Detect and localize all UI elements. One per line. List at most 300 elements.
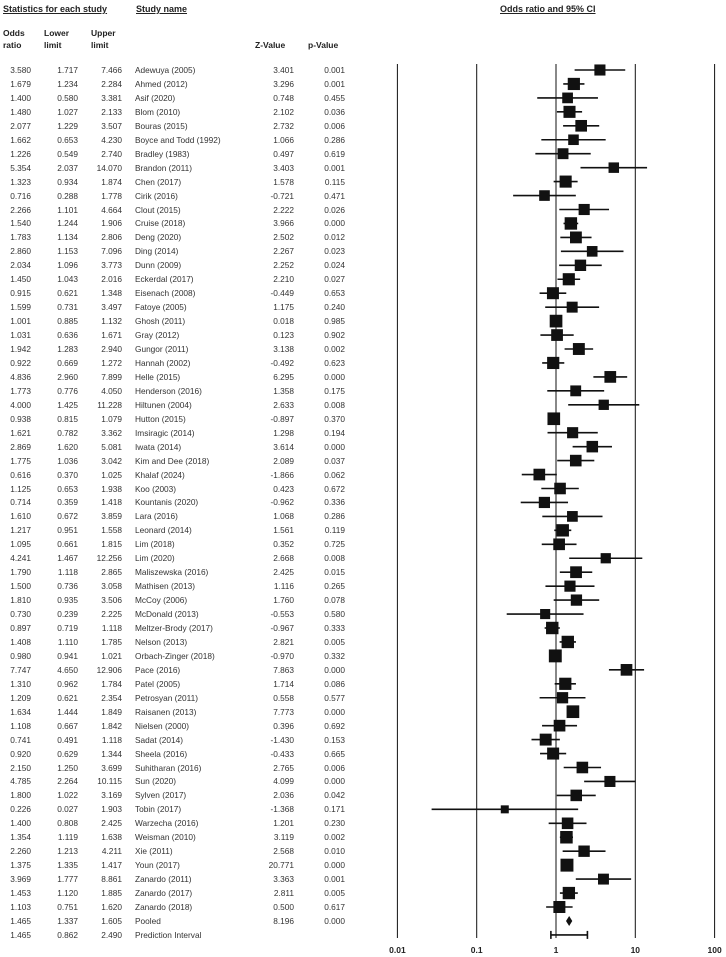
row-z: 1.561 [273, 525, 294, 536]
row-upper: 2.740 [101, 148, 122, 159]
row-z: 0.748 [273, 92, 294, 103]
row-study-name: Lara (2016) [135, 511, 178, 522]
row-p: 0.078 [324, 595, 345, 606]
study-marker [564, 581, 575, 592]
study-marker [558, 148, 569, 159]
row-lower: 0.661 [57, 539, 78, 550]
study-marker [609, 162, 619, 172]
row-p: 0.471 [324, 190, 345, 201]
row-study-name: Lim (2020) [135, 553, 175, 564]
row-study-name: Gray (2012) [135, 330, 180, 341]
study-marker [559, 678, 571, 690]
row-or: 1.810 [10, 595, 31, 606]
row-or: 4.000 [10, 399, 31, 410]
row-p: 0.000 [324, 371, 345, 382]
row-study-name: Zanardo (2011) [135, 874, 192, 885]
row-z: 2.267 [273, 246, 294, 257]
row-p: 0.005 [324, 888, 345, 899]
row-or: 1.500 [10, 581, 31, 592]
row-study-name: Gungor (2011) [135, 344, 189, 354]
row-or: 1.310 [10, 678, 31, 689]
study-marker [553, 538, 565, 550]
row-or: 2.034 [10, 260, 31, 271]
study-name-header: Study name [136, 4, 188, 14]
study-marker [601, 553, 611, 563]
row-study-name: Leonard (2014) [135, 525, 192, 536]
study-marker [539, 497, 550, 508]
row-lower: 2.960 [57, 371, 78, 382]
row-lower: 1.213 [57, 846, 78, 857]
row-upper: 12.906 [96, 664, 122, 675]
study-marker [567, 511, 578, 522]
study-marker [604, 371, 616, 383]
row-lower: 0.808 [57, 818, 78, 829]
study-marker [567, 427, 578, 438]
row-lower: 2.037 [57, 162, 78, 173]
study-marker [567, 302, 578, 313]
row-lower: 1.283 [57, 344, 78, 354]
row-p: 0.001 [324, 874, 345, 885]
row-or: 0.716 [10, 190, 31, 201]
row-or: 0.920 [10, 748, 31, 759]
row-z: 2.502 [273, 232, 294, 243]
row-lower: 1.110 [57, 636, 78, 647]
row-p: 0.008 [324, 553, 345, 564]
row-p: 0.000 [324, 218, 345, 229]
row-upper: 1.671 [101, 330, 122, 341]
row-study-name: Xie (2011) [135, 846, 173, 857]
row-or: 2.266 [10, 204, 31, 215]
row-p: 0.985 [324, 316, 345, 327]
row-p: 0.902 [324, 330, 345, 341]
row-lower: 1.120 [57, 888, 78, 899]
row-p: 0.037 [324, 455, 345, 466]
row-p: 0.002 [324, 832, 345, 843]
row-upper: 3.169 [101, 790, 122, 801]
row-upper: 4.211 [101, 846, 122, 857]
row-z: 3.138 [273, 344, 294, 354]
row-p: 0.000 [324, 860, 345, 871]
row-upper: 3.859 [101, 511, 122, 522]
row-p: 0.577 [324, 692, 345, 703]
row-upper: 4.664 [101, 204, 122, 215]
row-or: 3.580 [10, 65, 31, 75]
row-study-name: Lim (2018) [135, 539, 175, 550]
row-z: -0.553 [270, 609, 294, 620]
study-marker [547, 287, 559, 299]
x-tick-label: 10 [630, 945, 641, 955]
row-study-name: Eisenach (2008) [135, 288, 196, 299]
row-or: 1.125 [10, 483, 31, 494]
row-lower: 0.776 [57, 385, 78, 396]
row-p: 0.010 [324, 846, 345, 857]
row-study-name: Koo (2003) [135, 483, 177, 494]
row-z: 2.036 [273, 790, 294, 801]
row-z: 2.811 [273, 888, 294, 899]
row-upper: 1.906 [101, 218, 122, 229]
row-or: 0.730 [10, 609, 31, 620]
row-study-name: Petrosyan (2011) [135, 692, 199, 703]
row-or: 1.095 [10, 539, 31, 550]
row-lower: 1.153 [57, 246, 78, 257]
row-study-name: Hannah (2002) [135, 357, 191, 368]
row-study-name: McCoy (2006) [135, 595, 188, 606]
study-marker [533, 469, 545, 481]
row-p: 0.000 [324, 706, 345, 717]
row-lower: 1.777 [57, 874, 78, 885]
row-lower: 1.335 [57, 860, 78, 871]
row-z: 3.401 [273, 65, 294, 75]
row-z: -1.866 [270, 469, 294, 480]
study-marker [577, 762, 589, 774]
row-upper: 1.638 [101, 832, 122, 843]
row-study-name: Dunn (2009) [135, 260, 182, 271]
row-study-name: Mathisen (2013) [135, 581, 195, 592]
row-lower: 0.782 [57, 427, 78, 438]
row-z: 1.066 [273, 134, 294, 145]
row-or: 2.077 [10, 120, 31, 131]
study-marker [549, 649, 562, 662]
row-z: 2.102 [273, 106, 294, 117]
row-z: 2.252 [273, 260, 294, 271]
row-upper: 1.272 [101, 357, 122, 368]
study-marker [621, 664, 633, 676]
row-upper: 1.418 [101, 497, 122, 508]
row-or: 0.226 [10, 804, 31, 815]
row-upper: 11.228 [97, 399, 122, 410]
row-study-name: Boyce and Todd (1992) [135, 134, 221, 145]
row-or: 3.969 [10, 874, 31, 885]
study-marker [604, 776, 615, 787]
row-study-name: Hutton (2015) [135, 413, 186, 424]
row-or: 1.621 [10, 427, 31, 438]
row-lower: 1.027 [57, 106, 78, 117]
study-marker [594, 64, 605, 75]
row-study-name: Nielsen (2000) [135, 720, 189, 731]
study-marker [562, 93, 573, 104]
row-study-name: Meltzer-Brody (2017) [135, 623, 213, 633]
row-or: 2.869 [10, 441, 31, 452]
row-lower: 0.719 [57, 623, 78, 633]
row-upper: 4.050 [101, 385, 122, 396]
study-marker [560, 176, 572, 188]
row-lower: 0.239 [57, 609, 78, 620]
study-marker [598, 874, 609, 885]
row-p: 0.370 [324, 413, 345, 424]
row-upper: 1.025 [101, 469, 122, 480]
row-upper: 1.874 [101, 176, 122, 187]
row-lower: 0.549 [57, 148, 78, 159]
row-p: 0.194 [324, 427, 345, 438]
row-or: 1.790 [10, 567, 31, 578]
row-z: 0.500 [273, 902, 294, 912]
row-study-name: Cirik (2016) [135, 190, 178, 201]
row-z: 2.210 [273, 274, 294, 285]
row-p: 0.332 [324, 650, 345, 661]
row-p: 0.000 [324, 441, 345, 452]
row-p: 0.617 [324, 902, 345, 912]
row-z: -1.430 [270, 734, 294, 745]
row-upper: 1.842 [101, 720, 122, 731]
row-p: 0.024 [324, 260, 345, 271]
row-study-name: Sylven (2017) [135, 790, 187, 801]
row-upper: 1.079 [101, 413, 122, 424]
row-or: 1.226 [10, 148, 31, 159]
row-upper: 1.785 [101, 636, 122, 647]
x-tick-label: 0.01 [389, 945, 406, 955]
row-upper: 3.507 [101, 120, 122, 131]
row-or: 1.408 [10, 636, 31, 647]
row-p: 0.286 [324, 511, 345, 522]
row-or: 1.354 [10, 832, 31, 843]
row-upper: 14.070 [96, 162, 122, 173]
row-upper: 2.133 [101, 106, 122, 117]
study-marker [568, 78, 580, 90]
row-z: -0.970 [270, 650, 294, 661]
row-z: 0.018 [273, 316, 294, 327]
row-p: 0.240 [324, 302, 345, 313]
row-upper: 7.466 [101, 65, 122, 75]
row-or: 1.599 [10, 302, 31, 313]
row-p: 0.002 [324, 344, 345, 354]
row-upper: 2.806 [101, 232, 122, 243]
row-p: 0.333 [324, 623, 345, 633]
row-p: 0.000 [324, 776, 345, 787]
row-or: 0.714 [10, 497, 31, 508]
study-marker [501, 805, 509, 813]
row-or: 1.217 [10, 525, 31, 536]
row-study-name: Ghosh (2011) [135, 316, 186, 327]
study-marker [570, 566, 582, 578]
row-upper: 1.815 [101, 539, 122, 550]
row-study-name: Eckerdal (2017) [135, 274, 194, 285]
row-upper: 1.021 [101, 650, 122, 661]
row-or: 4.241 [10, 553, 31, 564]
row-z: 1.578 [273, 176, 294, 187]
row-z: -0.721 [270, 190, 294, 201]
row-p: 0.008 [324, 399, 345, 410]
row-z: 3.966 [273, 218, 294, 229]
lower-limit-header-line2: limit [44, 40, 62, 50]
row-p: 0.026 [324, 204, 345, 215]
row-p: 0.119 [324, 525, 345, 536]
row-or: 1.465 [10, 929, 31, 940]
row-upper: 1.118 [101, 734, 122, 745]
row-lower: 0.491 [57, 734, 78, 745]
row-lower: 0.935 [57, 595, 78, 606]
row-upper: 5.081 [101, 441, 122, 452]
row-p: 0.027 [324, 274, 345, 285]
row-or: 1.679 [10, 78, 31, 89]
row-study-name: Cruise (2018) [135, 218, 186, 229]
row-or: 1.465 [10, 915, 31, 926]
row-p: 0.023 [324, 246, 345, 257]
odds-ratio-header-line2: ratio [3, 40, 22, 50]
study-marker [562, 636, 574, 648]
study-marker [554, 720, 566, 732]
row-z: 2.765 [273, 762, 294, 773]
row-z: 20.771 [268, 860, 294, 871]
row-or: 1.031 [10, 330, 31, 341]
row-z: 1.175 [273, 302, 294, 313]
row-z: 2.633 [273, 399, 294, 410]
row-upper: 1.605 [101, 915, 122, 926]
row-lower: 0.580 [57, 92, 78, 103]
row-lower: 0.941 [57, 650, 78, 661]
row-p: 0.672 [324, 483, 345, 494]
row-or: 1.800 [10, 790, 31, 801]
row-study-name: Orbach-Zinger (2018) [135, 650, 215, 661]
row-upper: 3.773 [101, 260, 122, 271]
row-lower: 1.244 [57, 218, 78, 229]
row-lower: 1.229 [57, 120, 78, 131]
row-z: 0.423 [273, 483, 294, 494]
row-z: 4.099 [273, 776, 294, 787]
row-upper: 2.865 [101, 567, 122, 578]
row-p: 0.000 [324, 664, 345, 675]
row-z: -0.897 [270, 413, 294, 424]
study-marker [570, 455, 582, 467]
study-marker [565, 217, 577, 229]
row-z: -1.368 [270, 804, 294, 815]
study-marker [557, 524, 569, 536]
row-or: 1.209 [10, 692, 31, 703]
row-upper: 7.096 [101, 246, 122, 257]
study-marker [578, 846, 589, 857]
row-lower: 0.751 [57, 902, 78, 912]
row-lower: 0.629 [57, 748, 78, 759]
row-upper: 2.354 [101, 692, 122, 703]
row-lower: 1.134 [57, 232, 78, 243]
row-upper: 2.225 [101, 609, 122, 620]
row-z: 2.425 [273, 567, 294, 578]
row-or: 1.783 [10, 232, 31, 243]
study-marker [570, 790, 582, 802]
study-marker [587, 246, 598, 257]
row-lower: 1.096 [57, 260, 78, 271]
row-upper: 1.118 [101, 623, 122, 633]
row-lower: 1.337 [57, 915, 78, 926]
row-study-name: Sun (2020) [135, 776, 177, 787]
row-or: 2.260 [10, 846, 31, 857]
study-marker [587, 441, 599, 453]
row-upper: 3.381 [101, 92, 122, 103]
row-study-name: Clout (2015) [135, 204, 181, 215]
row-study-name: Asif (2020) [135, 92, 176, 103]
row-p: 0.006 [324, 762, 345, 773]
row-lower: 1.234 [57, 78, 78, 89]
row-or: 1.662 [10, 134, 31, 145]
row-or: 0.616 [10, 469, 31, 480]
row-p: 0.115 [324, 176, 345, 187]
row-lower: 0.815 [57, 413, 78, 424]
upper-limit-header-line1: Upper [91, 28, 116, 38]
p-value-column-header: p-Value [308, 40, 339, 50]
lower-limit-header-line1: Lower [44, 28, 70, 38]
row-lower: 2.264 [57, 776, 78, 787]
row-upper: 3.058 [101, 581, 122, 592]
row-or: 5.354 [10, 162, 31, 173]
row-p: 0.653 [324, 288, 345, 299]
upper-limit-header-line2: limit [91, 40, 109, 50]
row-upper: 1.903 [101, 804, 122, 815]
study-marker [570, 231, 582, 243]
row-lower: 0.621 [57, 692, 78, 703]
row-upper: 3.506 [101, 595, 122, 606]
row-lower: 1.467 [57, 553, 78, 564]
row-lower: 0.672 [57, 511, 78, 522]
row-z: 1.358 [273, 385, 294, 396]
row-p: 0.623 [324, 357, 345, 368]
row-or: 1.775 [10, 455, 31, 466]
row-lower: 0.669 [57, 357, 78, 368]
row-upper: 1.344 [101, 748, 122, 759]
row-study-name: Tobin (2017) [135, 804, 182, 815]
row-study-name: Youn (2017) [135, 860, 180, 871]
odds-ratio-header-line1: Odds [3, 28, 25, 38]
row-lower: 1.036 [57, 455, 78, 466]
row-z: -0.433 [270, 748, 294, 759]
row-z: 3.403 [273, 162, 294, 173]
row-or: 1.323 [10, 176, 31, 187]
row-upper: 1.778 [101, 190, 122, 201]
row-study-name: Nelson (2013) [135, 636, 188, 647]
row-upper: 1.620 [101, 902, 122, 912]
row-z: 0.123 [273, 330, 294, 341]
row-or: 1.634 [10, 706, 31, 717]
row-p: 0.619 [324, 148, 345, 159]
row-p: 0.665 [324, 748, 345, 759]
row-or: 1.375 [10, 860, 31, 871]
row-p: 0.005 [324, 636, 345, 647]
row-lower: 0.731 [57, 302, 78, 313]
row-p: 0.153 [324, 734, 345, 745]
study-marker [568, 134, 579, 145]
row-or: 1.400 [10, 92, 31, 103]
study-marker [540, 609, 550, 619]
row-or: 1.108 [10, 720, 31, 731]
row-lower: 1.118 [57, 567, 78, 578]
row-study-name: Suhitharan (2016) [135, 762, 202, 773]
row-z: -0.962 [270, 497, 294, 508]
row-z: 1.714 [273, 678, 294, 689]
row-study-name: Bouras (2015) [135, 120, 188, 131]
study-marker [547, 412, 560, 425]
row-upper: 1.417 [101, 860, 122, 871]
row-p: 0.006 [324, 120, 345, 131]
row-study-name: Kountanis (2020) [135, 497, 199, 508]
row-lower: 1.022 [57, 790, 78, 801]
row-study-name: Chen (2017) [135, 176, 182, 187]
row-p: 0.725 [324, 539, 345, 550]
study-marker [567, 705, 580, 718]
row-lower: 0.359 [57, 497, 78, 508]
study-marker [550, 315, 563, 328]
study-marker [554, 483, 566, 495]
row-z: 2.222 [273, 204, 294, 215]
study-marker [551, 329, 563, 341]
row-upper: 4.230 [101, 134, 122, 145]
row-lower: 1.119 [57, 832, 78, 843]
row-or: 4.785 [10, 776, 31, 787]
row-p: 0.001 [324, 65, 345, 75]
row-z: 3.119 [273, 832, 294, 843]
row-lower: 1.620 [57, 441, 78, 452]
row-study-name: Sheela (2016) [135, 748, 188, 759]
row-or: 1.540 [10, 218, 31, 229]
row-study-name: Weisman (2010) [135, 832, 196, 843]
row-lower: 1.250 [57, 762, 78, 773]
